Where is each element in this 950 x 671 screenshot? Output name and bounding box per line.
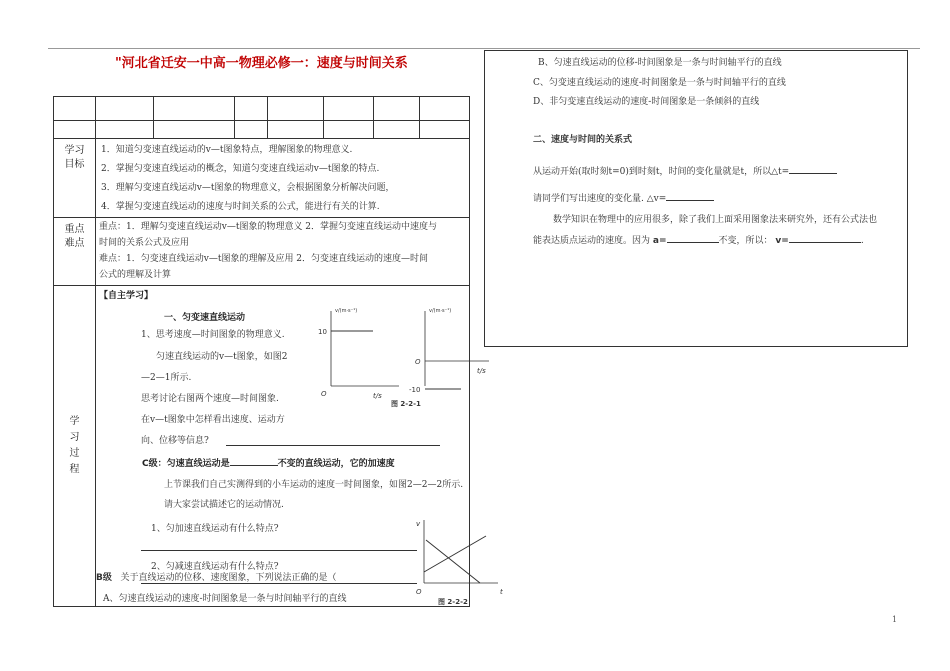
- keypoint-line-4: 公式的理解及计算: [99, 270, 172, 280]
- q1-line-3: —2—1所示.: [141, 373, 192, 383]
- process-cell: [96, 286, 503, 607]
- fig2-t: t: [500, 588, 503, 596]
- fig1-ylabel-2: v/(m·s⁻¹): [429, 308, 452, 314]
- q1-line-2: 匀速直线运动的v—t图象，如图2: [156, 352, 288, 362]
- fig2-caption: 图 2-2-2: [438, 598, 468, 606]
- right-line-1: 从运动开始(取时刻t=0)到时刻t，时间的变化量就是t，所以△t=: [533, 164, 837, 177]
- fig2-v: v: [416, 520, 421, 528]
- top-rule: [48, 48, 920, 49]
- keypoints-row: [54, 218, 470, 286]
- study-table: [53, 96, 503, 607]
- keypoint-line-3: 难点：1．匀变速直线运动v—t图象的理解及应用 2．匀变速直线运动的速度—时间: [99, 254, 429, 264]
- answer-line-1: [226, 445, 440, 446]
- q-decel: 2、匀减速直线运动有什么特点?: [151, 562, 279, 572]
- page-number: 1: [892, 615, 898, 624]
- process-row: [54, 286, 470, 607]
- q1-line-1: 1、思考速度—时间图象的物理意义.: [141, 330, 285, 340]
- option-d: D、非匀变速直线运动的速度-时间图象是一条倾斜的直线: [533, 97, 760, 107]
- right-panel: [484, 50, 908, 347]
- fig1-value-2: -10: [409, 386, 421, 394]
- objective-4: 4．掌握匀变速直线运动的速度与时间关系的公式，能进行有关的计算.: [101, 202, 380, 212]
- fig1-origin-2: O: [415, 358, 421, 366]
- b-level-question: B级 关于直线运动的位移、速度图象，下列说法正确的是（: [96, 573, 337, 583]
- right-line-4: 能表达质点运动的速度。因为 a= 不变，所以： v= .: [533, 236, 864, 246]
- fig1-t-2: t/s: [477, 367, 486, 375]
- objective-2: 2．掌握匀变速直线运动的概念，知道匀变速直线运动v—t图象的特点.: [101, 164, 380, 174]
- objective-3: 3．理解匀变速直线运动v—t图象的物理意义，会根据图象分析解决问题，: [101, 183, 395, 193]
- self-study-heading: 【自主学习】: [99, 291, 154, 301]
- answer-line-3: [141, 583, 417, 584]
- option-b: B、匀速直线运动的位移-时间图象是一条与时间轴平行的直线: [538, 58, 782, 68]
- objectives-cell: [96, 139, 470, 218]
- header-row: [54, 97, 470, 121]
- q1-line-4: 思考讨论右图两个速度—时间图象.: [141, 394, 279, 404]
- option-a: A、匀速直线运动的速度-时间图象是一条与时间轴平行的直线: [103, 594, 347, 604]
- figure-2-2-2: [416, 518, 516, 606]
- answer-line-2: [141, 550, 417, 551]
- section2-heading: 二、速度与时间的关系式: [533, 135, 633, 145]
- fig2-origin: O: [416, 588, 422, 596]
- right-line-3: 数学知识在物理中的应用很多，除了我们上面采用图象法来研究外，还有公式法也: [553, 215, 878, 225]
- fig1-ylabel-1: v/(m·s⁻¹): [335, 308, 358, 314]
- intro-line-1: 上节课我们自己实测得到的小车运动的速度一时间图象，如图2—2—2所示.: [164, 480, 464, 490]
- page-title: "河北省迁安一中高一物理必修一：速度与时间关系: [115, 56, 408, 71]
- q-accel: 1、匀加速直线运动有什么特点?: [151, 524, 279, 534]
- objectives-label: 学习目标: [54, 139, 96, 218]
- header-row-2: [54, 121, 470, 139]
- objectives-row: [54, 139, 470, 218]
- q1-line-6: 向、位移等信息?: [141, 436, 209, 446]
- fig1-origin-1: O: [321, 390, 327, 398]
- fig1-value-1: 10: [318, 328, 327, 336]
- keypoints-label: 重点难点: [54, 218, 96, 286]
- right-line-2: 请同学们写出速度的变化量. △v=: [533, 191, 714, 204]
- q1-line-5: 在v—t图象中怎样看出速度、运动方: [141, 415, 285, 425]
- section1-heading: 一、匀变速直线运动: [164, 313, 246, 323]
- intro-line-2: 请大家尝试描述它的运动情况.: [164, 500, 284, 510]
- fig1-caption: 图 2-2-1: [391, 400, 421, 408]
- fig1-t-1: t/s: [373, 392, 382, 400]
- c-level-question: C级：匀速直线运动是 不变的直线运动，它的加速度: [142, 459, 395, 469]
- option-c: C、匀变速直线运动的速度-时间图象是一条与时间轴平行的直线: [533, 78, 786, 88]
- keypoint-line-2: 时间的关系公式及应用: [99, 238, 190, 248]
- keypoints-cell: [96, 218, 470, 286]
- process-label: 学习过程: [54, 286, 96, 607]
- keypoint-line-1: 重点：1．理解匀变速直线运动v—t图象的物理意义 2．掌握匀变速直线运动中速度与: [99, 222, 438, 232]
- objective-1: 1．知道匀变速直线运动的v—t图象特点，理解图象的物理意义.: [101, 145, 353, 155]
